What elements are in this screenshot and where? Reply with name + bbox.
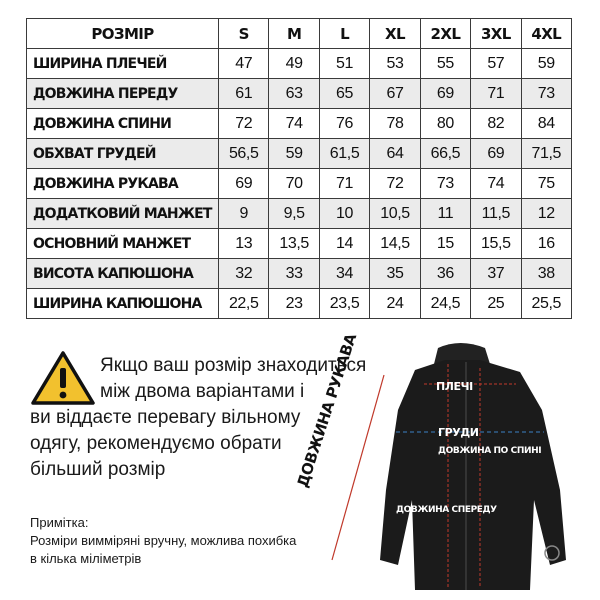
table-row xyxy=(27,289,572,319)
note-line: Розміри вимміряні вручну, можлива похибка xyxy=(30,533,297,548)
row-measurement-label: ВИСОТА КАПЮШОНА xyxy=(27,259,219,289)
header-size-s: S xyxy=(219,19,269,49)
size-value-cell: 69 xyxy=(219,169,269,199)
size-value-cell: 65 xyxy=(319,79,369,109)
size-value-cell: 36 xyxy=(420,259,470,289)
header-size-label: РОЗМІР xyxy=(27,19,219,49)
row-measurement-label: ДОВЖИНА СПИНИ xyxy=(27,109,219,139)
table-row xyxy=(27,109,572,139)
table-header-row xyxy=(27,19,572,49)
size-value-cell: 14,5 xyxy=(370,229,420,259)
row-measurement-label: ДОДАТКОВИЙ МАНЖЕТ xyxy=(27,199,219,229)
jacket-label-back-length: ДОВЖИНА ПО СПИНІ xyxy=(438,446,542,456)
size-value-cell: 72 xyxy=(370,169,420,199)
table-row xyxy=(27,49,572,79)
size-value-cell: 11 xyxy=(420,199,470,229)
table-body xyxy=(27,49,572,319)
size-value-cell: 49 xyxy=(269,49,319,79)
size-value-cell: 69 xyxy=(420,79,470,109)
size-value-cell: 25 xyxy=(471,289,521,319)
size-value-cell: 15 xyxy=(420,229,470,259)
row-measurement-label: ШИРИНА ПЛЕЧЕЙ xyxy=(27,49,219,79)
size-value-cell: 23,5 xyxy=(319,289,369,319)
size-value-cell: 71 xyxy=(319,169,369,199)
jacket-illustration xyxy=(320,340,600,600)
size-value-cell: 32 xyxy=(219,259,269,289)
row-measurement-label: ОСНОВНИЙ МАНЖЕТ xyxy=(27,229,219,259)
size-value-cell: 70 xyxy=(269,169,319,199)
size-value-cell: 74 xyxy=(471,169,521,199)
size-value-cell: 47 xyxy=(219,49,269,79)
table-row xyxy=(27,139,572,169)
size-value-cell: 59 xyxy=(521,49,571,79)
jacket-body xyxy=(380,360,566,590)
size-value-cell: 61 xyxy=(219,79,269,109)
size-value-cell: 10 xyxy=(319,199,369,229)
size-value-cell: 56,5 xyxy=(219,139,269,169)
size-value-cell: 73 xyxy=(521,79,571,109)
size-value-cell: 16 xyxy=(521,229,571,259)
size-value-cell: 75 xyxy=(521,169,571,199)
row-measurement-label: ШИРИНА КАПЮШОНА xyxy=(27,289,219,319)
measurement-note xyxy=(30,514,330,568)
sleeve-length-label: ДОВЖИНА РУКАВА xyxy=(293,331,361,490)
size-value-cell: 74 xyxy=(269,109,319,139)
size-value-cell: 69 xyxy=(471,139,521,169)
size-value-cell: 9,5 xyxy=(269,199,319,229)
size-value-cell: 11,5 xyxy=(471,199,521,229)
size-value-cell: 82 xyxy=(471,109,521,139)
size-value-cell: 24,5 xyxy=(420,289,470,319)
size-value-cell: 12 xyxy=(521,199,571,229)
size-value-cell: 80 xyxy=(420,109,470,139)
size-value-cell: 13,5 xyxy=(269,229,319,259)
recommendation-line: більший розмір xyxy=(30,459,166,480)
header-size-m: M xyxy=(269,19,319,49)
jacket-label-front-length: ДОВЖИНА СПЕРЕДУ xyxy=(396,505,497,515)
size-chart-table xyxy=(26,18,572,319)
size-value-cell: 35 xyxy=(370,259,420,289)
jacket-label-chest: ГРУДИ xyxy=(438,426,479,439)
size-value-cell: 15,5 xyxy=(471,229,521,259)
table-row xyxy=(27,229,572,259)
header-size-xl: XL xyxy=(370,19,420,49)
size-value-cell: 37 xyxy=(471,259,521,289)
size-value-cell: 51 xyxy=(319,49,369,79)
recommendation-line: між двома варіантами і xyxy=(100,381,305,402)
recommendation-line: одягу, рекомендуємо обрати xyxy=(30,433,282,454)
size-value-cell: 84 xyxy=(521,109,571,139)
row-measurement-label: ОБХВАТ ГРУДЕЙ xyxy=(27,139,219,169)
header-size-2xl: 2XL xyxy=(420,19,470,49)
sleeve-measure-line xyxy=(332,375,384,560)
size-value-cell: 64 xyxy=(370,139,420,169)
size-value-cell: 13 xyxy=(219,229,269,259)
size-value-cell: 63 xyxy=(269,79,319,109)
table-row xyxy=(27,199,572,229)
size-value-cell: 38 xyxy=(521,259,571,289)
row-measurement-label: ДОВЖИНА РУКАВА xyxy=(27,169,219,199)
table-row xyxy=(27,79,572,109)
size-value-cell: 67 xyxy=(370,79,420,109)
size-value-cell: 14 xyxy=(319,229,369,259)
row-measurement-label: ДОВЖИНА ПЕРЕДУ xyxy=(27,79,219,109)
size-value-cell: 76 xyxy=(319,109,369,139)
size-value-cell: 53 xyxy=(370,49,420,79)
jacket-label-shoulders: ПЛЕЧІ xyxy=(436,380,473,393)
size-value-cell: 59 xyxy=(269,139,319,169)
size-value-cell: 66,5 xyxy=(420,139,470,169)
size-value-cell: 71 xyxy=(471,79,521,109)
header-size-l: L xyxy=(319,19,369,49)
size-value-cell: 57 xyxy=(471,49,521,79)
size-value-cell: 22,5 xyxy=(219,289,269,319)
size-value-cell: 25,5 xyxy=(521,289,571,319)
size-value-cell: 72 xyxy=(219,109,269,139)
recommendation-line: ви віддаєте перевагу вільному xyxy=(30,407,301,428)
header-size-4xl: 4XL xyxy=(521,19,571,49)
note-title: Примітка: xyxy=(30,515,89,530)
size-value-cell: 24 xyxy=(370,289,420,319)
size-value-cell: 71,5 xyxy=(521,139,571,169)
size-value-cell: 55 xyxy=(420,49,470,79)
size-value-cell: 34 xyxy=(319,259,369,289)
note-line: в кілька міліметрів xyxy=(30,551,142,566)
recommendation-line: Якщо ваш розмір знаходиться xyxy=(100,355,367,376)
size-value-cell: 73 xyxy=(420,169,470,199)
size-value-cell: 9 xyxy=(219,199,269,229)
table-row xyxy=(27,169,572,199)
table-row xyxy=(27,259,572,289)
size-value-cell: 78 xyxy=(370,109,420,139)
size-value-cell: 23 xyxy=(269,289,319,319)
size-value-cell: 61,5 xyxy=(319,139,369,169)
header-size-3xl: 3XL xyxy=(471,19,521,49)
size-value-cell: 10,5 xyxy=(370,199,420,229)
size-value-cell: 33 xyxy=(269,259,319,289)
